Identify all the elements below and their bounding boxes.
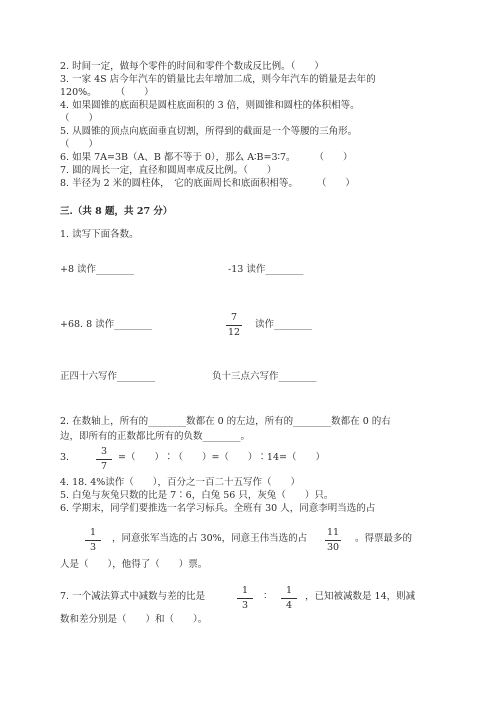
question-4: 4. 18. 4%读作（ ），百分之一百二十五写作（ ）: [60, 477, 301, 488]
question-7-fraction-2: [281, 586, 297, 610]
question-6-fraction-1: [85, 528, 101, 552]
question-7-fraction-1: [237, 586, 253, 610]
section-heading: 三.（共 8 题，共 27 分）: [60, 206, 173, 217]
judge-item-5: 5. 从圆锥的顶点向底面垂直切割，所得到的截面是一个等腰的三角形。: [60, 126, 358, 137]
judge-item-3: 3. 一家 4S 店今年汽车的销量比去年增加二成，则今年汽车的销量是去年的: [60, 74, 376, 85]
question-7-tail: ，已知被减数是 14，则减: [305, 591, 416, 602]
question-2-line1: 2. 在数轴上，所有的________数都在 0 的左边，所有的________数都在 0 的右: [60, 416, 391, 427]
question-3-text: =（ ）∶（ ）=（ ）∶14=（ ）: [118, 452, 325, 463]
question-1-b: -13 读作________: [228, 264, 304, 275]
judge-item-2: 2. 时间一定，做每个零件的时间和零件个数成反比例。（ ）: [60, 61, 324, 72]
fraction-numerator: 3: [100, 446, 108, 457]
question-6-line3: 人是（ ），他得了（ ）票。: [60, 559, 208, 570]
question-1-e: 正四十六写作________: [60, 371, 156, 382]
question-1-a: +8 读作________: [60, 264, 135, 275]
fraction-bar: [96, 459, 112, 460]
fraction-bar: [281, 598, 297, 599]
fraction-denominator: 4: [285, 599, 293, 611]
judge-item-6: 6. 如果 7A=3B（A、B 都不等于 0），那么 A∶B=3∶7。 （ ）: [60, 152, 353, 163]
judge-item-8: 8. 半径为 2 米的圆柱体， 它的底面周长和底面积相等。 （ ）: [60, 178, 355, 189]
question-3-fraction: [96, 447, 112, 471]
judge-item-5-cont: （ ）: [60, 139, 99, 150]
question-6-line1: 6. 学期末，同学们要推选一名学习标兵。全班有 30 人，同意李明当选的占: [60, 503, 376, 514]
judge-item-4: 4. 如果圆锥的底面积是圆柱底面积的 3 倍，则圆锥和圆柱的体积相等。: [60, 100, 360, 111]
fraction-numerator: 7: [230, 312, 238, 323]
question-7-line2: 数和差分别是（ ）和（ ）。: [60, 614, 208, 625]
question-1-f: 负十三点六写作________: [212, 371, 317, 382]
fraction-denominator: 30: [326, 541, 340, 553]
question-6-fraction-2: [325, 528, 341, 552]
fraction-numerator: 1: [241, 585, 249, 596]
fraction-numerator: 1: [285, 585, 293, 596]
fraction-denominator: 7: [100, 460, 108, 472]
fraction-bar: [237, 598, 253, 599]
question-1-c: +68. 8 读作________: [60, 319, 153, 330]
fraction-numerator: 1: [89, 527, 97, 538]
fraction-bar: [325, 540, 341, 541]
question-7-lead: 7. 一个减法算式中减数与差的比是: [60, 591, 206, 602]
fraction-denominator: 12: [227, 326, 241, 338]
question-6-mid: ，同意张军当选的占 30%，同意王伟当选的占: [112, 533, 308, 544]
question-5: 5. 白兔与灰兔只数的比是 7∶6，白兔 56 只，灰兔（ ）只。: [60, 490, 334, 501]
fraction-numerator: 11: [326, 527, 340, 538]
question-1-prompt: 1. 读写下面各数。: [60, 229, 139, 240]
judge-item-4-cont: （ ）: [60, 113, 99, 124]
judge-item-3-cont: 120%。 （ ）: [60, 87, 154, 98]
fraction-bar: [226, 325, 242, 326]
fraction-denominator: 3: [89, 541, 97, 553]
judge-item-7: 7. 圆的周长一定，直径和圆周率成反比例。（ ）: [60, 165, 277, 176]
question-1-d-text: 读作________: [255, 319, 313, 330]
fraction-bar: [85, 540, 101, 541]
question-2-line2: 边，即所有的正数都比所有的负数________。: [60, 431, 251, 442]
question-6-tail: 。得票最多的: [355, 533, 413, 544]
question-3-number: 3.: [60, 452, 70, 463]
fraction-denominator: 3: [241, 599, 249, 611]
question-7-colon: ∶: [264, 591, 267, 602]
question-1-d-fraction: [226, 313, 242, 337]
